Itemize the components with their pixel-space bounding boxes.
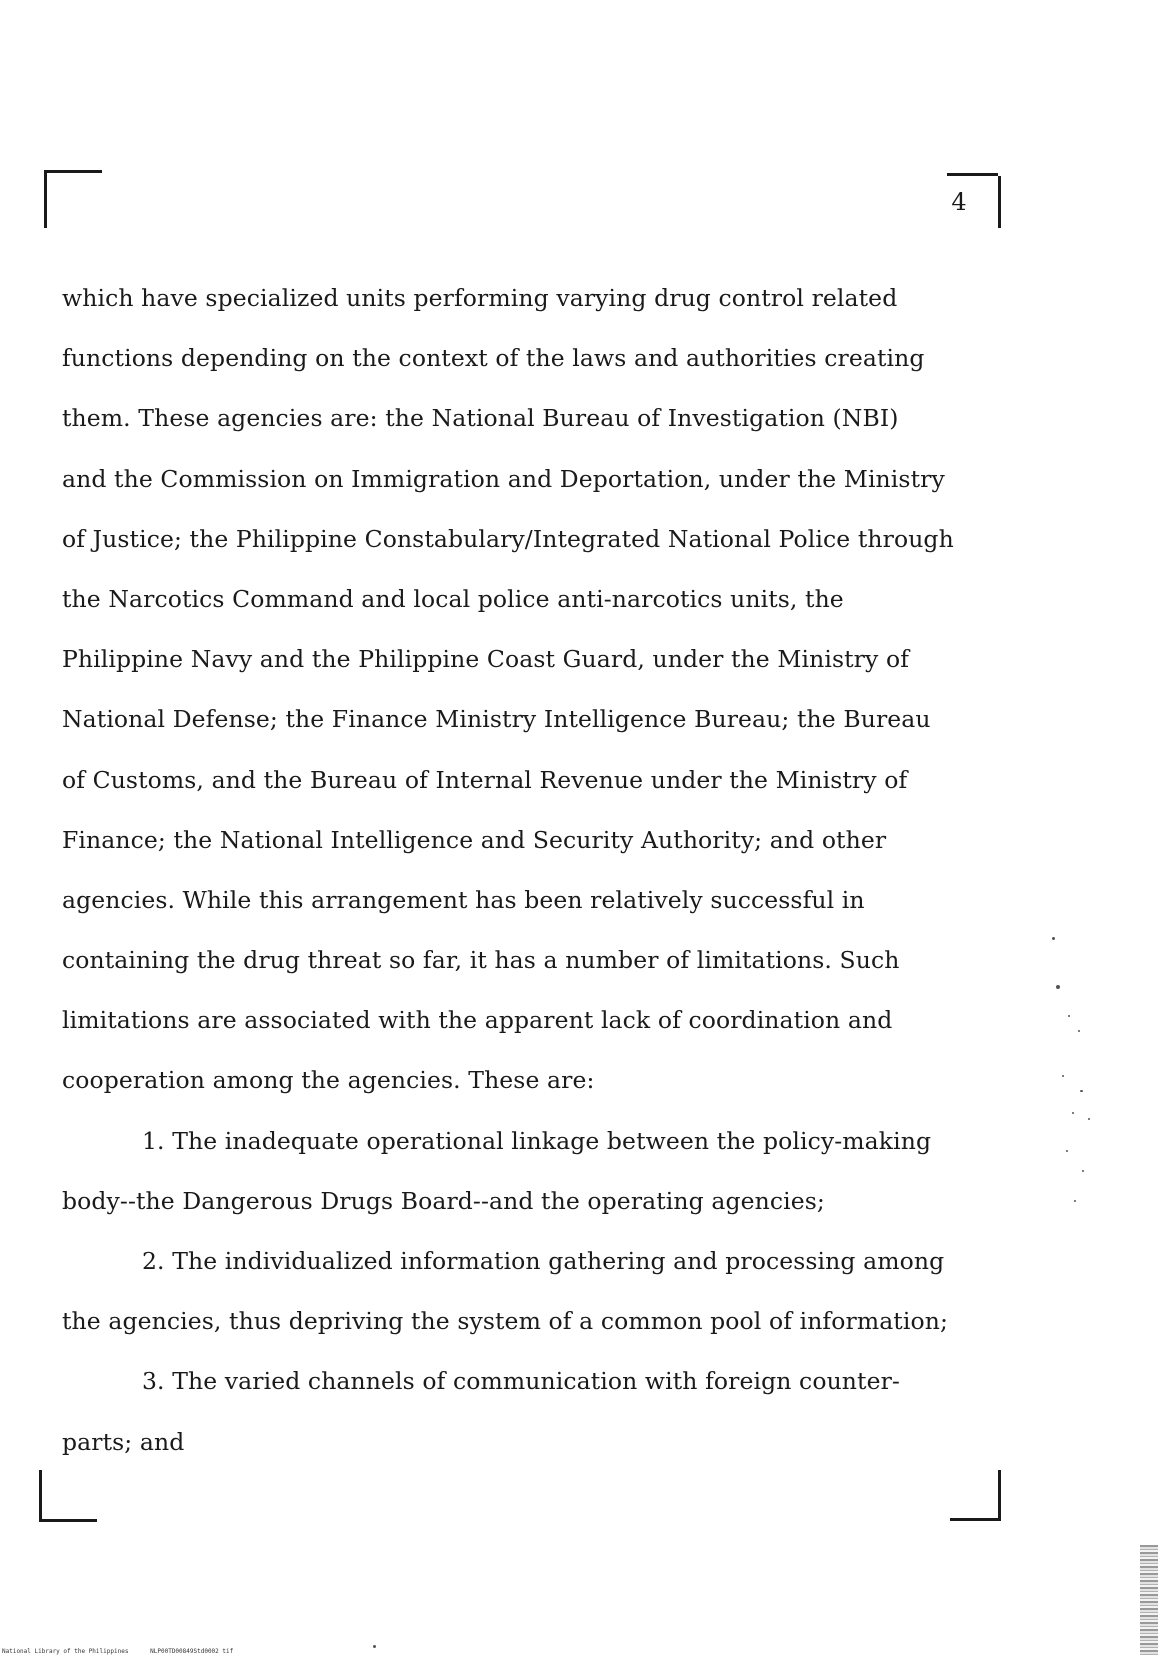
text-line: of Justice; the Philippine Constabulary/Integrated National Police through [62, 524, 954, 553]
scan-edge-strip [1140, 1545, 1158, 1655]
list-item-1-start: 1. The inadequate operational linkage between the policy-making [142, 1126, 932, 1155]
text-line: Philippine Navy and the Philippine Coast Guard, under the Ministry of [62, 645, 910, 674]
list-item-1-continuation: body--the Dangerous Drugs Board--and the operating agencies; [62, 1186, 825, 1215]
scan-speck [1068, 1015, 1070, 1017]
scan-speck [1072, 1112, 1074, 1114]
scan-speck [1062, 1075, 1064, 1077]
text-line: which have specialized units performing varying drug control related [62, 284, 898, 312]
scan-speck [1078, 1030, 1080, 1032]
crop-mark-top-left-vertical [44, 170, 47, 228]
text-line: National Defense; the Finance Ministry Intelligence Bureau; the Bureau [62, 705, 931, 734]
page-number: 4 [951, 188, 967, 216]
footer-note [2, 1648, 233, 1655]
scan-speck [1056, 985, 1060, 989]
text-line: the Narcotics Command and local police anti-narcotics units, the [62, 584, 844, 613]
scan-speck [1080, 1090, 1083, 1092]
body-text [62, 268, 1042, 1472]
list-item-2-start: 2. The individualized information gathering and processing among [142, 1247, 945, 1275]
list-item-2-continuation: the agencies, thus depriving the system of a common pool of information; [62, 1307, 948, 1336]
crop-mark-top-left-horizontal [44, 170, 102, 173]
text-line: and the Commission on Immigration and Deportation, under the Ministry [62, 464, 945, 493]
scan-speck [1066, 1150, 1068, 1152]
crop-mark-top-right-horizontal [947, 173, 998, 176]
crop-mark-bottom-right-vertical [998, 1470, 1001, 1521]
text-line: of Customs, and the Bureau of Internal Revenue under the Ministry of [62, 765, 908, 794]
crop-mark-bottom-left-horizontal [39, 1519, 97, 1522]
list-item-3-continuation: parts; and [62, 1427, 185, 1456]
scan-speck [1088, 1118, 1090, 1120]
text-line: limitations are associated with the apparent lack of coordination and [62, 1006, 893, 1035]
scan-speck [373, 1645, 376, 1648]
text-line: agencies. While this arrangement has been relatively successful in [62, 885, 865, 914]
list-item-3-start: 3. The varied channels of communication with foreign counter- [142, 1367, 900, 1396]
text-line: containing the drug threat so far, it has a number of limitations. Such [62, 946, 900, 975]
footer-code: NLP00TD00849Std0002 tif [150, 1648, 234, 1655]
crop-mark-bottom-right-horizontal [950, 1518, 1001, 1521]
text-line: functions depending on the context of the laws and authorities creating [62, 344, 925, 373]
scan-speck [1052, 937, 1055, 940]
scan-speck [1074, 1200, 1076, 1202]
text-line: them. These agencies are: the National Bureau of Investigation (NBI) [62, 404, 899, 433]
crop-mark-top-right-vertical [998, 176, 1001, 228]
text-line: cooperation among the agencies. These are: [62, 1066, 595, 1095]
scan-speck [1082, 1170, 1084, 1172]
footer-library: National Library of the Philippines [2, 1648, 129, 1655]
crop-mark-bottom-left-vertical [39, 1470, 42, 1522]
text-line: Finance; the National Intelligence and Security Authority; and other [62, 825, 887, 854]
